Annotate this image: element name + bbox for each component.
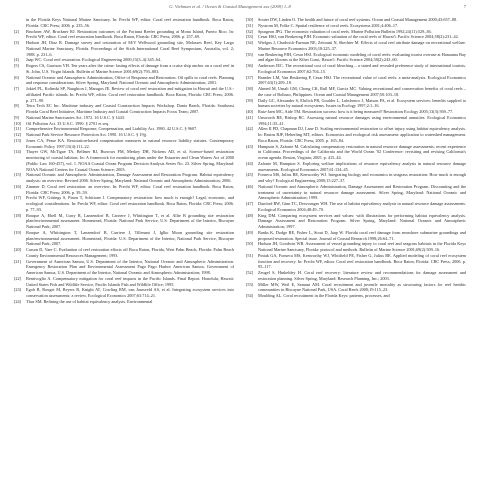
reference-text: Cesar HSJ, van Beukering PJH. Economic valuation of the coral reefs of Hawai'i. Pacific Science 2004;58(2):231–42. (258, 34, 459, 40)
reference-text: Zimmer D. Coral reef restoration: an overview. In: Precht WF, editor. Coral reef restoration handbook. Boca Raton, Florida: CRC Press; 2006. p. 39–59. (26, 183, 234, 195)
reference-number: [19] (14, 229, 22, 235)
reference-entry (14, 29, 234, 41)
reference-text: Egoh B, Rouget M, Reyers B, Knight AT, Cowling RM, van Jaarsveld AS, et al. Integrating ecosystem services into conservation assessments: a review. Ecological Economics 2007;63:714–21. (26, 287, 234, 298)
reference-number: [37] (246, 74, 254, 80)
running-title: G. Viehman et al. / Ocean & Coastal Management xxx (2009) 1–8 (169, 4, 291, 9)
reference-entry (246, 172, 466, 184)
reference-text: Carson D, Vare C. Evaluation of reef restoration efforts off Boca Raton, Florida, West Palm Beach, Florida: Palm Beach County Environmental Resources Management; 1993. (26, 247, 234, 258)
reference-number: [21] (14, 258, 22, 264)
reference-number: [42] (246, 126, 254, 132)
reference-entry (14, 299, 234, 305)
reference-entry (246, 184, 466, 201)
reference-number: [4] (14, 57, 19, 63)
reference-entry (246, 161, 466, 173)
reference-entry (14, 75, 234, 87)
reference-number: [52] (246, 270, 254, 275)
reference-number: [24] (14, 298, 22, 304)
reference-number: [18] (14, 212, 22, 218)
reference-entry (14, 287, 234, 299)
reference-entry (246, 40, 466, 52)
reference-number: [6] (14, 74, 19, 80)
reference-entry (246, 293, 466, 299)
reference-entry (246, 282, 466, 294)
reference-number: [2] (14, 28, 19, 34)
page-header (14, 4, 466, 14)
reference-entry (14, 103, 234, 115)
reference-number: [5] (14, 63, 19, 68)
reference-text: National Oceanic and Atmospheric Administration, Office of Response and Restoration. Oil spills in coral reefs. Planning and response considerations. Silver Spring, Maryland: National Oceanic and Atmospheric Administration; 2001. (26, 74, 234, 86)
reference-number: [30] (246, 17, 254, 22)
reference-text: Unsworth RE, Bishop RC. Assessing natural resource damages using environmental annuities. Ecological Economics 1994;11:35–41. (258, 114, 466, 126)
reference-number: [47] (246, 201, 254, 206)
reference-entry (246, 75, 466, 87)
reference-text: Hudson JH, Goodwin WB. Assessment of vessel grounding injury to coral reef and seagrass habitats in the Florida Keys National Marine Sanctuary, Florida: protocol and methods. Bulletin of Marine Science 2001;69(2):509–16. (258, 241, 466, 252)
reference-number: [10] (14, 120, 22, 126)
reference-text: Government of American Samoa, U.S. Department of the Interior, National Oceanic and Atmospheric Administration. Emergency Restoration Plan and Environmental Assessment Pago Pago Harbor American Samoa. Government of American Samoa, U.S. Department of the Interior, National Oceanic and Atmospheric Administration; 1998. (26, 258, 234, 275)
reference-text: King DM. Comparing ecosystem services and values: with illustrations for performing habitat equivalency analysis. Damage Assessment and Restoration Program. Silver Spring, Maryland: National Oceanic and Atmospheric Administration; 1997. (258, 212, 466, 229)
references-right-column (246, 17, 466, 299)
reference-number: [7] (14, 86, 19, 91)
reference-text: Thayer GW, McTigue TA, Bellmer RJ, Burrows FM, Merkey DH, Nickens AD, et al. Science-based restoration monitoring of coastal habitats. In: A framework for monitoring plans under the Estuaries and Clean Waters Act of 2000 (Public Law 160-457), vol. 1. NOAA Coastal Ocean Program Decision Analysis Series No. 23. Silver Spring, Maryland: NOAA National Centers for Coastal Ocean Science; 2003. (26, 149, 234, 172)
reference-text: Banks K, Dodge RE, Fisher L, Stout D, Jaap W. Florida coral reef damage from nearshore submarine groundings and proposed restoration. Special issue. Journal of Coastal Research 1998;26:64–71. (258, 229, 466, 241)
reference-number: [15] (14, 172, 22, 178)
reference-number: [22] (14, 275, 22, 281)
reference-text: Spurgeon JPG. The economic valuation of coral reefs. Marine Pollution Bulletin 1992;24(11):529–36. (258, 28, 432, 34)
reference-number: [54] (246, 293, 254, 298)
reference-text: Anderson JEC. The recreational cost of coral bleaching – a stated and revealed preference study of international tourists. Ecological Economics 2007;62:704–15. (258, 63, 466, 74)
reference-text: Miller MW, Weil E, Szmant AM. Coral recruitment and juvenile mortality as structuring factors for reef benthic communities in Biscayne National Park, USA. Coral Reefs 2000;19:115–23. (258, 281, 466, 293)
reference-entry (246, 213, 466, 230)
reference-entry (14, 184, 234, 196)
reference-text: Daily GC, Alexander S, Ehrlich PR, Goulder L, Lubchenco J, Matson PA, et al. Ecosystem services: benefits supplied to human societies by natural ecosystems. Issues in Ecology 1997;2:1–16. (258, 97, 466, 109)
reference-entry (246, 52, 466, 64)
reference-text: Bentivoglio A. Compensatory mitigation for coral reef impacts in the Pacific Islands. Final Report. Honolulu, Hawaii: United States Fish and Wildlife Service, Pacific Islands Fish and Wildlife Office; 1995. (26, 275, 234, 287)
reference-number: [45] (246, 172, 254, 178)
reference-number: [13] (14, 137, 22, 143)
reference-number: [34] (246, 40, 254, 45)
reference-entry (246, 115, 466, 127)
reference-text: Fonseca MS, Julius BE, Kenworthy WJ. Integrating biology and economics in seagrass restoration: How much is enough and why? Ecological Engineering 2000;15:227–37. (258, 172, 466, 183)
reference-entry (14, 40, 234, 57)
reference-text: Zeugel S, Hinkeldey H. Coral reef recovery: literature review and recommendations for damage assessment and restoration planning. Silver Spring, Maryland: Research Planning, Inc.; 2003. (258, 270, 466, 281)
reference-text: Souter DW, Linden O. The health and future of coral reef systems. Ocean and Coastal Management 2000;43:657–88. (258, 17, 458, 22)
reference-text: Zafonte M, Hampton S. Exploring welfare implications of resource equivalency analysis in natural resource damage assessments. Ecological Economics 2007;61:134–45. (258, 160, 466, 172)
reference-text: Thur SM. Refining the use of habitat equivalency analysis. Environmental (26, 298, 153, 304)
reference-entry (14, 259, 234, 276)
reference-entry (246, 270, 466, 282)
reference-entry (14, 230, 234, 247)
reference-text: National Oceanic and Atmospheric Administration, Damage Assessment and Restoration Program. Habitat equivalency analysis: an overview. Revised 2006. Silver Spring, Maryland: National Oceanic and Atmospheric Administration; 2006. (26, 172, 234, 183)
reference-entry (14, 63, 234, 75)
reference-entry (246, 144, 466, 161)
reference-entry (14, 138, 234, 150)
reference-text: Bouque A, Whittington T, Lanzendorf B, Carriere J, Tillenant J, Iglko Moon grounding site restoration plan/environmental assessment. Homestead, Florida: U.S. Department of the Interior, National Park Service, Biscayne National Park; 2007. (26, 229, 234, 247)
reference-entry (14, 172, 234, 184)
reference-text: van Beukering PJH, Cesar HSJ. Ecological economic modeling of coral reefs: evaluating tourist overuse at Hanauma Bay and algae blooms at the Kihei Coast, Hawai'i. Pacific Science 2004;58(2):243–60. (258, 51, 466, 63)
reference-text: Brander LM, Van Beukering P, Cesar HSJ. The recreational value of coral reefs: a meta-analysis. Ecological Economics 2007;63(1):209–18. (258, 74, 466, 86)
reference-number: [12] (14, 132, 22, 137)
reference-text: Piniak GA, Fonseca MS, Kenworthy WJ, Whitfield PE, Fisher G, Julius BE. Applied modeling of coral reef ecosystem function and recovery. In: Precht WF, editor. Coral reef restoration handbook. Boca Raton, Florida: CRC Press; 2006. p. 95–117. (258, 252, 466, 270)
reference-text: National Marine Sanctuaries Act. 1972. 16 U.S.C. § 1443. (26, 114, 125, 120)
reference-number: [53] (246, 281, 254, 287)
reference-number: [31] (246, 22, 254, 28)
reference-number: [51] (246, 252, 254, 258)
reference-text: Hudson JH, Diaz R. Damage survey and restoration of M/V Wellwood grounding site, Molasses Reef, Key Largo National Marine Sanctuary, Florida. Proceedings of the Sixth International Coral Reef Symposium, Australia, vol. 2; 1988. p. 231–6. (26, 40, 234, 57)
reference-text: Jaap WC. Coral reef restoration. Ecological Engineering 2000;15(3–4):345–64. (26, 57, 162, 63)
reference-number: [8] (14, 103, 19, 109)
reference-number: [9] (14, 114, 19, 120)
references-left-column (14, 17, 234, 305)
page-number: 7 (463, 4, 466, 9)
reference-text: Hampson S, Zafonte M. Calculating compensatory restoration in natural resource damage assessments: recent experience in California. Proceedings of the California and the World Ocean '02 Conference: revisiting and revising California's ocean agenda. Reston, Virginia; 2005. p. 415–44. (258, 143, 466, 160)
reference-entry (246, 126, 466, 143)
reference-text: in the Florida Keys National Marine Sanctuary. In: Precht WF, editor. Coral reef restoration handbook. Boca Raton, Florida: CRC Press; 2006. p. 235–56. (26, 17, 234, 28)
reference-number: [3] (14, 40, 19, 45)
reference-number: [35] (246, 51, 254, 57)
reference-number: [40] (246, 109, 254, 114)
reference-entry (14, 247, 234, 259)
reference-entry (246, 253, 466, 270)
reference-text: Ruiz-Jaen MC, Aide TM. Restoration success: how is it being measured? Restoration Ecology 2005;13(3):569–77. (258, 109, 454, 114)
reference-text: Precht WF, Gittings S, Pinon T, Schittone J. Compensatory restoration: how much is enough? Legal, economic, and ecological considerations. In: Precht WF, editor. Coral reef restoration handbook. Boca Raton, Florida: CRC Press; 2006. p. 77–93. (26, 195, 234, 212)
reference-entry (246, 98, 466, 110)
reference-number: [11] (14, 126, 21, 132)
reference-number: [23] (14, 287, 22, 293)
reference-text: Jones CA, Pease KA. Restoration-based compensation measures in natural resource liability statutes. Contemporary Economic Policy 1997;15(4):111–22. (26, 137, 234, 149)
reference-number: [49] (246, 229, 254, 235)
reference-number: [44] (246, 160, 254, 166)
reference-number: [32] (246, 28, 254, 34)
reference-entry (246, 63, 466, 75)
reference-text: National Park Service Resource Protection Act. 1990. 16 U.S.C. § 19jj. (26, 132, 148, 137)
reference-entry (14, 195, 234, 212)
reference-text: Comprehensive Environmental Response, Compensation, and Liability Act. 1980. 42 U.S.C. § 9607. (26, 126, 198, 132)
reference-entry (14, 149, 234, 172)
reference-text: Bruckner AW, Bruckner RJ. Restoration outcomes of the Fortuna Reefer grounding at Mona Island, Puerto Rico. In: Precht WF, editor. Coral reef restoration handbook. Boca Raton, Florida: CRC Press; 2006. p. 257–69. (26, 28, 234, 40)
reference-text: Jokiel PL, Kolinski SP, Naughton J, Maragos JE. Review of coral reef restoration and mitigation in Hawaii and the U.S.-affiliated Pacific islands. In: Precht WF, editor. Coral reef restoration handbook. Boca Raton, Florida: CRC Press; 2006. p. 271–90. (26, 86, 234, 103)
reference-text: Moulding AL. Coral recruitment in the Florida Keys: patterns, processes, and (258, 293, 390, 298)
reference-entry (14, 213, 234, 230)
reference-number: [43] (246, 143, 254, 149)
reference-number: [50] (246, 241, 254, 247)
reference-text: National Oceanic and Atmospheric Administration, Damage Assessment and Restoration Program. Discounting and the treatment of uncertainty in natural resource damage assessment. Silver Spring, Maryland: National Oceanic and Atmospheric Administration; 1999. (258, 183, 466, 201)
reference-text: Wielgus J, Chadwick-Furman NE, Zeitouni N, Shechter M. Effects of coral reef attribute damage on recreational welfare. Marine Resource Economics 2003;18:225–37. (258, 40, 466, 51)
reference-entry (246, 201, 466, 213)
reference-number: [48] (246, 212, 254, 218)
reference-entry (14, 276, 234, 288)
reference-number: [17] (14, 195, 22, 201)
reference-number: [38] (246, 86, 254, 91)
reference-entry (246, 86, 466, 98)
reference-text: Rogers CS, Garrison VH. Ten years after the crime: lasting effects of damage from a cruise ship anchor on a coral reef in St. John, U.S. Virgin Islands. Bulletin of Marine Science 2001;69(2):793–803. (26, 63, 234, 74)
reference-text: Dunford RW, Ginn TC, Desvousges WH. The use of habitat equivalency analysis in natural resource damage assessments. Ecological Economics 2004;48:49–70. (258, 201, 466, 212)
reference-entry (14, 17, 234, 29)
reference-entry (246, 230, 466, 242)
reference-number: [36] (246, 63, 254, 68)
reference-text: Nystrom M, Folke C. Spatial resilience of coral reefs. Ecosystems 2001;4:406–17. (258, 22, 399, 28)
reference-number: [16] (14, 183, 22, 189)
reference-text: Bouque A, Ebell M, Curry R, Lanzendorf B, Carriere J, Whittington T, et al. Allie B grounding site restoration plan/environmental assessment. Homestead, Florida: National Park Service, U.S. Department of the Interior, Biscayne National Park; 2007. (26, 212, 234, 229)
reference-number: [46] (246, 183, 254, 189)
reference-text: Oil Pollution Act. 33 U.S.C. 1990. § 2701 et seq. (26, 120, 110, 126)
reference-number: [41] (246, 114, 254, 120)
reference-number: [39] (246, 97, 254, 103)
reference-entry (14, 86, 234, 103)
reference-number: [20] (14, 247, 22, 252)
reference-entry (246, 241, 466, 253)
reference-text: Allen II PD, Chapman DJ, Lane D. Scaling environmental restoration to offset injury using habitat equivalency analysis. In: Bruins RJF, Heberling MT, editors. Economics and ecological risk assessment: application to watershed management. Boca Raton, Florida: CRC Press; 2005. p. 165–84. (258, 126, 466, 143)
reference-number: [33] (246, 34, 254, 40)
reference-text: Tetra Tech EC Inc. Maritime industry and Coastal Construction Impacts Workshop. Dania Beach, Florida: Southeast Florida Coral Reef Initiative, Maritime Industry and Coastal Construction Impacts Focus Team; 2007. (26, 103, 234, 114)
reference-text: Ahmed M, Umali GM, Chong CK, Rull MF, Garcia MC. Valuing recreational and conservation benefits of coral reefs – the case of Bolinao, Philippines. Ocean and Coastal Management 2007;50:103–18. (258, 86, 466, 97)
reference-number: [14] (14, 149, 22, 155)
